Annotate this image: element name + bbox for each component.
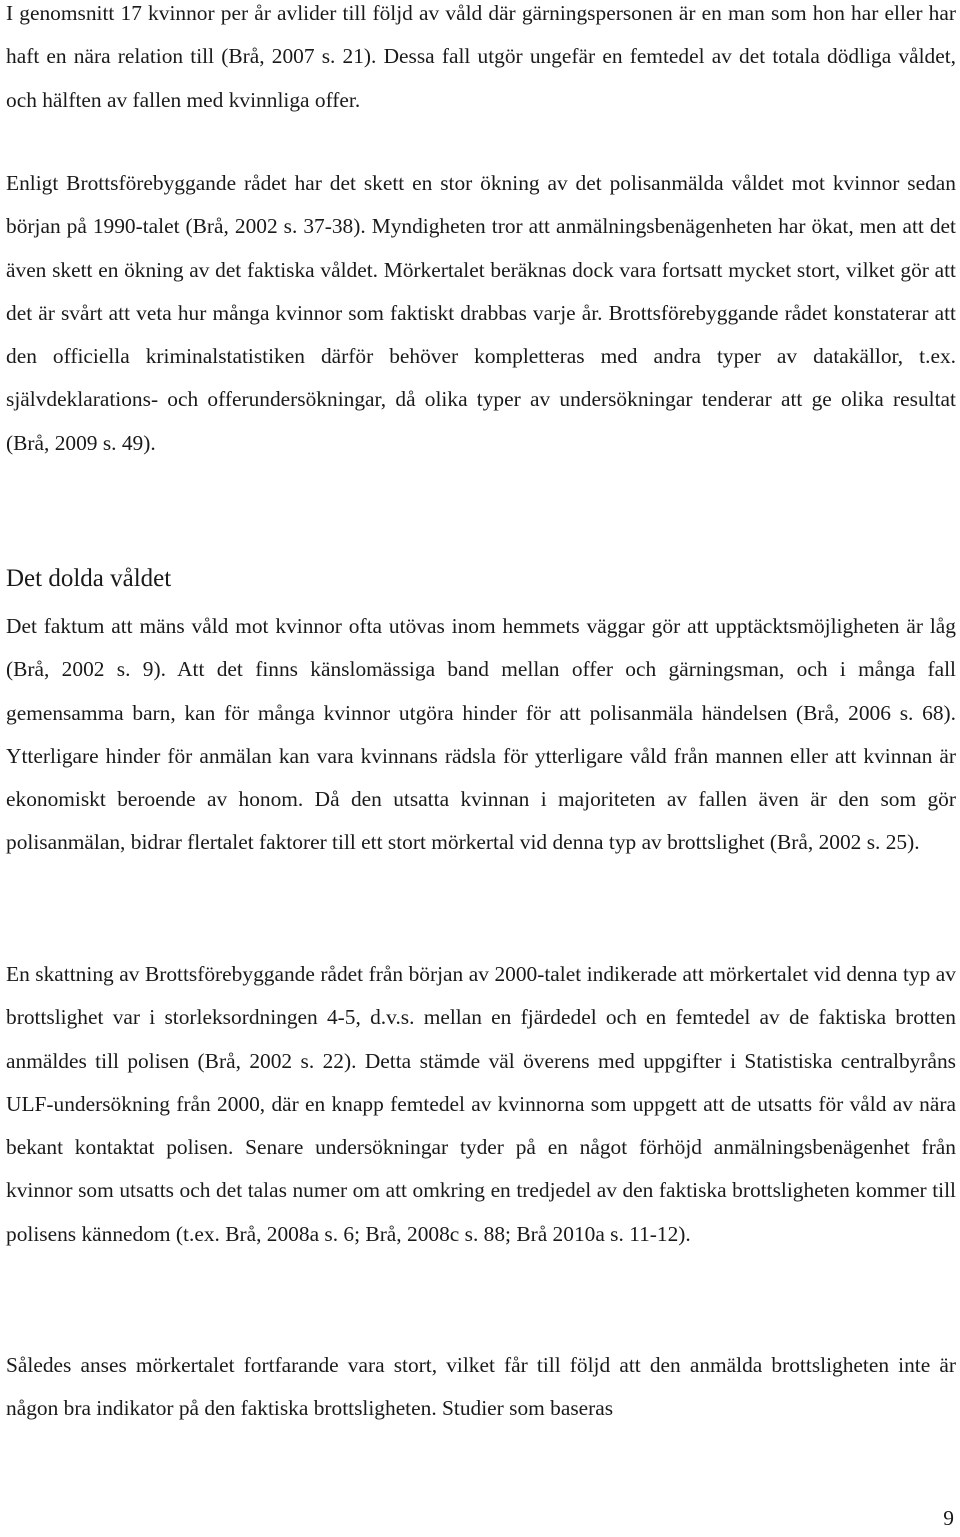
- paragraph-police-reports: Enligt Brottsförebyggande rådet har det skett en stor ökning av det polisanmälda våldet mot kvinnor sedan början på 1990-talet (Brå, 2002 s. 37-38). Myndigheten tror att anmälningsbenägenheten har ökat, men att det även skett en ökning av det faktiska våldet. Mörkertalet beräknas dock vara fortsatt mycket stort, vilket gör att det är svårt att veta hur många kvinnor som faktiskt drabbas varje år. Brottsförebyggande rådet konstaterar att den officiella kriminalstatistiken därför behöver kompletteras med andra typer av datakällor, t.ex. självdeklarations- och offerundersökningar, då olika typer av undersökningar tenderar att ge olika resultat (Brå, 2009 s. 49).: [6, 171, 956, 455]
- paragraph-conclusion: Således anses mörkertalet fortfarande vara stort, vilket får till följd att den anmälda brottsligheten inte är någon bra indikator på den faktiska brottsligheten. Studier som baseras: [6, 1353, 956, 1421]
- paragraph-estimate: En skattning av Brottsförebyggande rådet från början av 2000-talet indikerade att mörkertalet vid denna typ av brottslighet var i storleksordningen 4-5, d.v.s. mellan en fjärdedel och en femtedel av de faktiska brotten anmäldes till polisen (Brå, 2002 s. 22). Detta stämde väl överens med uppgifter i Statistiska centralbyråns ULF-undersökning från 2000, där en knapp femtedel av kvinnorna som uppgett att de utsatts för våld av nära bekant kontaktat polisen. Senare undersökningar tyder på en något förhöjd anmälningsbenägenhet från kvinnor som utsatts och det talas numer om att omkring en tredjedel av den faktiska brottsligheten kommer till polisens kännedom (t.ex. Brå, 2008a s. 6; Brå, 2008c s. 88; Brå 2010a s. 11-12).: [6, 962, 956, 1246]
- paragraph-intro: I genomsnitt 17 kvinnor per år avlider till följd av våld där gärningspersonen är en man som hon har eller har haft en nära relation till (Brå, 2007 s. 21). Dessa fall utgör ungefär en femtedel av det totala dödliga våldet, och hälften av fallen med kvinnliga offer.: [6, 1, 956, 112]
- paragraph-hidden-violence: Det faktum att mäns våld mot kvinnor ofta utövas inom hemmets väggar gör att upptäcktsmöjligheten är låg (Brå, 2002 s. 9). Att det finns känslomässiga band mellan offer och gärningsman, och i många fall gemensamma barn, kan för många kvinnor utgöra hinder för att polisanmäla händelsen (Brå, 2006 s. 68). Ytterligare hinder för anmälan kan vara kvinnans rädsla för ytterligare våld från mannen eller att kvinnan är ekonomiskt beroende av honom. Då den utsatta kvinnan i majoriteten av fallen även är den som gör polisanmälan, bidrar flertalet faktorer till ett stort mörkertal vid denna typ av brottslighet (Brå, 2002 s. 25).: [6, 614, 956, 855]
- section-heading: Det dolda våldet: [6, 565, 172, 592]
- page-number: 9: [943, 1506, 954, 1530]
